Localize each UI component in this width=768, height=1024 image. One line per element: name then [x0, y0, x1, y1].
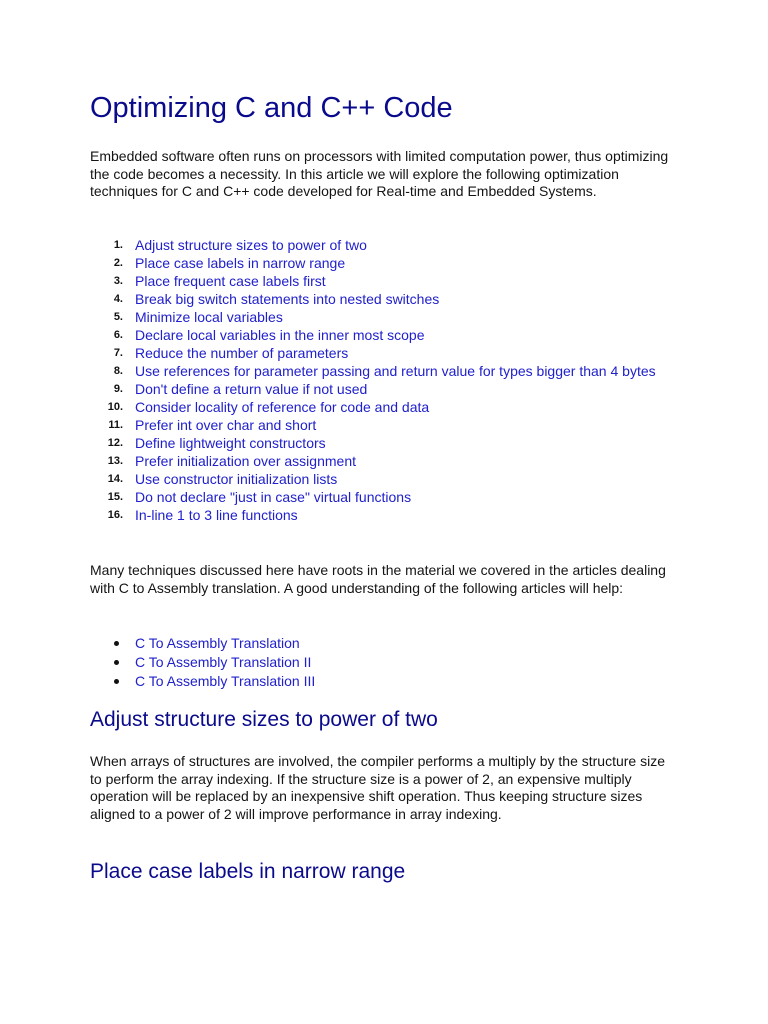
- bullet-icon: [114, 660, 119, 665]
- list-item[interactable]: 12. Define lightweight constructors: [107, 435, 326, 451]
- list-item[interactable]: 11. Prefer int over char and short: [108, 417, 317, 433]
- intro-paragraph: Embedded software often runs on processors with limited computation power, thus optimizing the code becomes a necessity. In this article we will explore the following optimization techniques for C and C++ code developed for Real-time and Embedded Systems.: [90, 148, 669, 199]
- list-item[interactable]: [90, 653, 315, 672]
- page-title: Optimizing C and C++ Code: [90, 92, 453, 124]
- bullet-icon: [114, 641, 119, 646]
- technique-link[interactable]: Declare local variables in the inner most scope: [135, 327, 425, 343]
- technique-link[interactable]: Define lightweight constructors: [135, 435, 326, 451]
- section-heading: Place case labels in narrow range: [90, 860, 406, 883]
- technique-link[interactable]: Reduce the number of parameters: [135, 345, 349, 361]
- list-item[interactable]: 10. Consider locality of reference for code and data: [107, 399, 430, 415]
- technique-link[interactable]: Prefer initialization over assignment: [135, 453, 356, 469]
- related-intro-paragraph: Many techniques discussed here have roots in the material we covered in the articles dealing with C to Assembly translation. A good understanding of the following articles will help:: [90, 562, 666, 596]
- list-item[interactable]: 13. Prefer initialization over assignment: [107, 453, 356, 469]
- list-item[interactable]: 3. Place frequent case labels first: [113, 273, 326, 289]
- technique-link[interactable]: Consider locality of reference for code and data: [135, 399, 430, 415]
- list-item[interactable]: 14. Use constructor initialization lists: [107, 471, 338, 487]
- list-item[interactable]: 16. In-line 1 to 3 line functions: [107, 507, 298, 523]
- list-item[interactable]: 8. Use references for parameter passing and return value for types bigger than 4 bytes: [113, 363, 656, 379]
- list-item[interactable]: 1. Adjust structure sizes to power of two: [113, 237, 367, 253]
- section-heading: Adjust structure sizes to power of two: [90, 708, 438, 731]
- list-item[interactable]: 15. Do not declare "just in case" virtual functions: [107, 489, 412, 505]
- list-item[interactable]: [90, 634, 315, 653]
- section-paragraph: When arrays of structures are involved, the compiler performs a multiply by the structure size to perform the array indexing. If the structure size is a power of 2, an expensive multiply operation will be replaced by an inexpensive shift operation. Thus keeping structure sizes aligned to a power of 2 will improve performance in array indexing.: [90, 753, 665, 822]
- technique-link[interactable]: Use constructor initialization lists: [135, 471, 338, 487]
- bullet-icon: [114, 679, 119, 684]
- technique-link[interactable]: Place case labels in narrow range: [135, 255, 346, 271]
- related-article-link[interactable]: C To Assembly Translation II: [135, 654, 312, 670]
- technique-link[interactable]: Break big switch statements into nested switches: [135, 291, 440, 307]
- related-article-link[interactable]: C To Assembly Translation: [135, 635, 300, 651]
- technique-link[interactable]: Prefer int over char and short: [135, 417, 317, 433]
- technique-link[interactable]: Don't define a return value if not used: [135, 381, 368, 397]
- related-articles-list: [90, 634, 315, 691]
- list-item[interactable]: 2. Place case labels in narrow range: [113, 255, 346, 271]
- technique-link[interactable]: Place frequent case labels first: [135, 273, 326, 289]
- technique-link[interactable]: Do not declare "just in case" virtual functions: [135, 489, 412, 505]
- list-item[interactable]: 9. Don't define a return value if not used: [113, 381, 368, 397]
- list-item[interactable]: [90, 672, 315, 691]
- list-item[interactable]: 6. Declare local variables in the inner most scope: [113, 327, 425, 343]
- list-item[interactable]: 5. Minimize local variables: [113, 309, 283, 325]
- technique-link[interactable]: Use references for parameter passing and return value for types bigger than 4 bytes: [135, 363, 656, 379]
- technique-link[interactable]: In-line 1 to 3 line functions: [135, 507, 298, 523]
- list-item[interactable]: 7. Reduce the number of parameters: [113, 345, 349, 361]
- technique-link[interactable]: Adjust structure sizes to power of two: [135, 237, 367, 253]
- related-article-link[interactable]: C To Assembly Translation III: [135, 673, 316, 689]
- techniques-list: [90, 236, 670, 524]
- technique-link[interactable]: Minimize local variables: [135, 309, 283, 325]
- list-item[interactable]: 4. Break big switch statements into nested switches: [113, 291, 440, 307]
